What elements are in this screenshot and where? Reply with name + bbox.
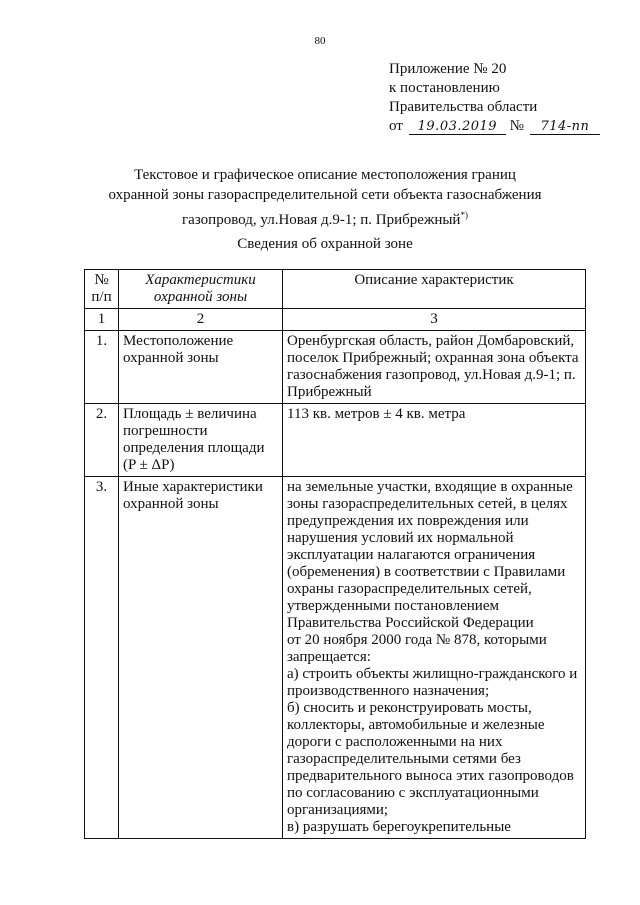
description-line: а) строить объекты жилищно-гражданского и (287, 666, 578, 682)
description-line: от 20 ноября 2000 года № 878, которыми (287, 632, 547, 648)
row-characteristic: Местоположение охранной зоны (119, 331, 283, 404)
appendix-line-2: к постановлению (389, 80, 500, 96)
description-line: в) разрушать берегоукрепительные (287, 819, 511, 835)
description-line: предупреждения их повреждения или (287, 513, 529, 529)
table-header-row (85, 270, 586, 309)
row-description: Оренбургская область, район Домбаровский, поселок Прибрежный; охранная зона объекта газоснабжения газопровод, ул.Новая д.9-1; п. Прибрежный (283, 331, 586, 404)
protection-zone-table (84, 269, 586, 839)
description-line: предварительного выноса этих газопроводов (287, 768, 574, 784)
column-number-3: 3 (283, 309, 586, 331)
column-number-2: 2 (119, 309, 283, 331)
description-line: охраны газораспределительных сетей, (287, 581, 532, 597)
description-line: газораспределительными сетями без (287, 751, 521, 767)
row-characteristic: Иные характеристики охранной зоны (119, 477, 283, 839)
row-description (283, 477, 586, 839)
description-line: нарушения условий их нормальной (287, 530, 514, 546)
description-line: организациями; (287, 802, 389, 818)
handwritten-date: 19.03.2019 (409, 119, 506, 135)
row-characteristic: Площадь ± величина погрешности определения площади (P ± ΔP) (119, 404, 283, 477)
page-number: 80 (314, 35, 326, 47)
appendix-date-line (389, 117, 619, 136)
description-line: зоны газораспределительных сетей, в целях (287, 496, 568, 512)
row-number: 3. (85, 477, 119, 839)
table-row (85, 404, 586, 477)
description-line: коллекторы, автомобильные и железные (287, 717, 545, 733)
table-row (85, 331, 586, 404)
row-number: 1. (85, 331, 119, 404)
description-line: дороги с расположенными на них (287, 734, 503, 750)
appendix-line-3: Правительства области (389, 99, 538, 115)
column-number-1: 1 (85, 309, 119, 331)
row-number: 2. (85, 404, 119, 477)
appendix-line-1: Приложение № 20 (389, 61, 507, 77)
description-line: по согласованию с эксплуатационными (287, 785, 539, 801)
handwritten-number: 714-пп (530, 119, 600, 135)
description-line: утвержденными постановлением (287, 598, 499, 614)
description-line: Правительства Российской Федерации (287, 615, 534, 631)
description-line: эксплуатации налагаются ограничения (287, 547, 536, 563)
table-row (85, 477, 586, 839)
description-line: (обременения) в соответствии с Правилами (287, 564, 566, 580)
document-title (90, 165, 560, 230)
appendix-block (389, 60, 619, 136)
header-characteristic: Характеристики охранной зоны (119, 270, 283, 309)
number-label: № (509, 118, 524, 134)
description-line: на земельные участки, входящие в охранные (287, 479, 573, 495)
column-number-row (85, 309, 586, 331)
title-line-3-text: газопровод, ул.Новая д.9-1; п. Прибрежный (182, 212, 461, 228)
title-line-1: Текстовое и графическое описание местоположения границ (134, 167, 516, 183)
section-title: Сведения об охранной зоне (237, 236, 413, 252)
title-line-3 (90, 205, 560, 230)
description-line: запрещается: (287, 649, 371, 665)
header-description: Описание характеристик (283, 270, 586, 309)
header-num: № п/п (85, 270, 119, 309)
from-label: от (389, 118, 403, 134)
description-line: б) сносить и реконструировать мосты, (287, 700, 532, 716)
footnote-mark: *) (460, 210, 468, 220)
description-line: производственного назначения; (287, 683, 490, 699)
row-description: 113 кв. метров ± 4 кв. метра (283, 404, 586, 477)
title-line-2: охранной зоны газораспределительной сети объекта газоснабжения (108, 187, 542, 203)
